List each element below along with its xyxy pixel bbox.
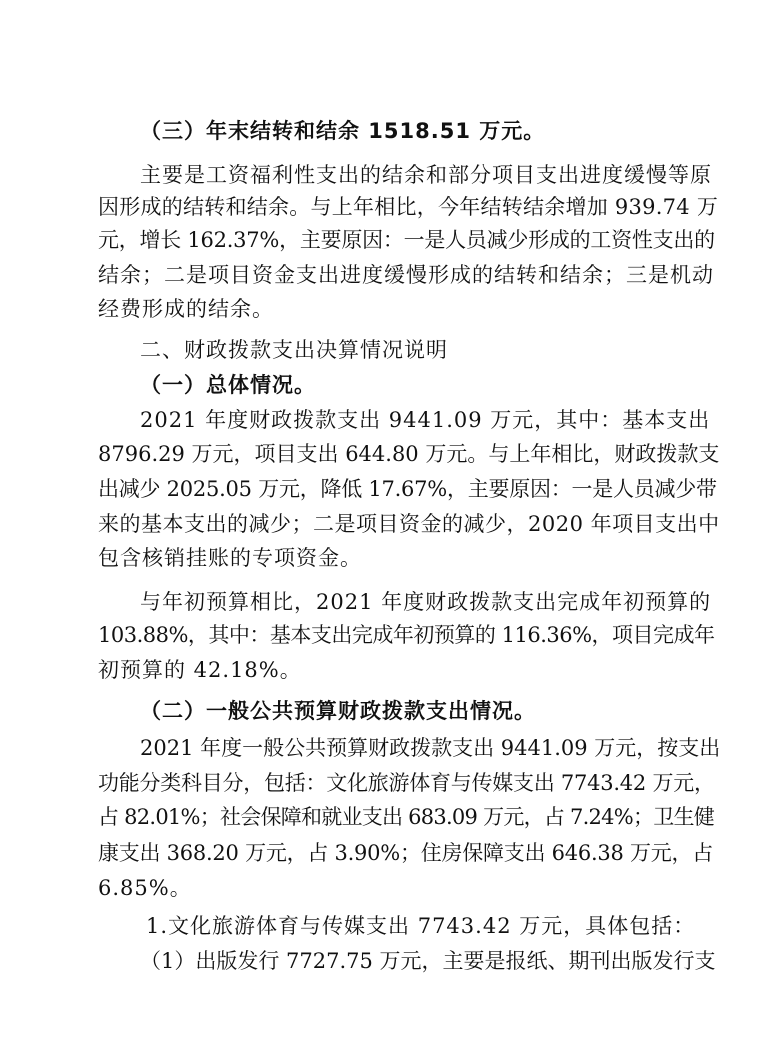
emphasis-text: 二是 bbox=[313, 512, 356, 536]
paragraph-line: 6.85%。 bbox=[98, 876, 192, 900]
paragraph-line: 占 82.01%；社会保障和就业支出 683.09 万元，占 7.24%；卫生健 bbox=[98, 805, 714, 829]
paragraph-line bbox=[98, 476, 717, 502]
paragraph-line: 8796.29 万元，项目支出 644.80 万元。与上年相比，财政拨款支 bbox=[98, 442, 720, 466]
list-subitem-publishing: （1）出版发行 7727.75 万元，主要是报纸、期刊出版发行支 bbox=[140, 949, 716, 973]
paragraph-line bbox=[98, 511, 720, 537]
text-run: 出减少 2025.05 万元，降低 17.67%，主要原因： bbox=[98, 477, 572, 501]
text-run: 人员减少形成的工资性支出的 bbox=[445, 228, 715, 252]
paragraph-line: 因形成的结转和结余。与上年相比，今年结转结余增加 939.74 万 bbox=[98, 195, 719, 219]
section-heading-year-end-balance: （三）年末结转和结余 1518.51 万元。 bbox=[140, 119, 546, 143]
paragraph-line: 康支出 368.20 万元，占 3.90%；住房保障支出 646.38 万元，占 bbox=[98, 841, 714, 865]
emphasis-text: 三是 bbox=[626, 263, 670, 287]
paragraph-line: 2021 年度财政拨款支出 9441.09 万元，其中：基本支出 bbox=[140, 408, 711, 432]
section-heading-fiscal-expenditure: 二、财政拨款支出决算情况说明 bbox=[140, 338, 448, 362]
list-item-culture-tourism: 1.文化旅游体育与传媒支出 7743.42 万元，具体包括： bbox=[146, 914, 696, 938]
text-run: 来的基本支出的减少； bbox=[98, 512, 313, 536]
paragraph-line bbox=[98, 227, 715, 253]
paragraph-line: 经费形成的结余。 bbox=[98, 297, 274, 321]
paragraph-line: 主要是工资福利性支出的结余和部分项目支出进度缓慢等原 bbox=[140, 163, 712, 187]
subsection-heading-general-budget: （二）一般公共预算财政拨款支出情况。 bbox=[140, 699, 536, 723]
text-run: 元，增长 162.37%，主要原因： bbox=[98, 228, 404, 252]
text-run: 人员减少带 bbox=[612, 477, 717, 501]
emphasis-text: 一是 bbox=[571, 477, 613, 501]
text-run: 项目资金支出进度缓慢形成的结转和结余； bbox=[208, 263, 626, 287]
subsection-heading-overall: （一）总体情况。 bbox=[140, 373, 316, 397]
paragraph-line: 包含核销挂账的专项资金。 bbox=[98, 546, 362, 570]
emphasis-text: 二是 bbox=[164, 263, 208, 287]
paragraph-line bbox=[98, 262, 714, 288]
text-run: 机动 bbox=[670, 263, 714, 287]
paragraph-line: 2021 年度一般公共预算财政拨款支出 9441.09 万元，按支出 bbox=[140, 736, 721, 760]
emphasis-text: 一是 bbox=[403, 228, 446, 252]
paragraph-line: 与年初预算相比，2021 年度财政拨款支出完成年初预算的 bbox=[140, 590, 712, 614]
paragraph-line: 初预算的 42.18%。 bbox=[98, 658, 302, 682]
paragraph-line: 103.88%，其中：基本支出完成年初预算的 116.36%，项目完成年 bbox=[98, 623, 715, 647]
text-run: 项目资金的减少，2020 年项目支出中 bbox=[356, 512, 720, 536]
text-run: 结余； bbox=[98, 263, 164, 287]
paragraph-line: 功能分类科目分，包括：文化旅游体育与传媒支出 7743.42 万元， bbox=[98, 771, 715, 795]
